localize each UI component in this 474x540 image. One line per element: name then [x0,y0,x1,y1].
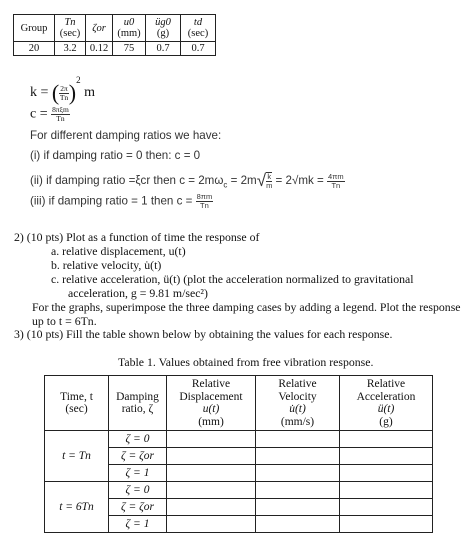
zeta-cell: ζ = 0 [109,482,167,499]
displacement-input-cell[interactable] [167,465,256,482]
zeta-cell: ζ = ζor [109,448,167,465]
c-fraction: $\frac{\text{8πξm}}{Tn}$ [52,105,69,123]
zeta-cell: ζ = ζor [109,499,167,516]
k-lhs: k = [30,85,49,101]
col-displacement-header: Relative Displacement u(t) (mm) [167,376,256,431]
velocity-input-cell[interactable] [256,499,340,516]
header-u0: u0 (mm) [113,15,146,42]
header-zeta-or: ζor [86,15,113,42]
acceleration-input-cell[interactable] [340,499,433,516]
header-td: td (sec) [181,15,216,42]
value-td: 0.7 [181,42,216,56]
case-ii-fraction: $\frac{4\pi m}{Tn}$ [328,171,344,190]
acceleration-input-cell[interactable] [340,516,433,533]
k-tail: m [84,85,95,101]
question-2-item-a: a. relative displacement, u(t) [51,244,186,258]
parameters-table [13,14,216,56]
zeta-cell: ζ = 1 [109,465,167,482]
zeta-cell: ζ = 1 [109,516,167,533]
value-zeta-or: 0.12 [86,42,113,56]
col-damping-header: Damping ratio, ζ [109,376,167,431]
acceleration-input-cell[interactable] [340,465,433,482]
table-1-caption: Table 1. Values obtained from free vibration response. [118,355,374,369]
value-group: 20 [14,42,55,56]
time-cell-tn: t = Tn [45,431,109,482]
velocity-input-cell[interactable] [256,516,340,533]
question-2-item-b: b. relative velocity, u̇(t) [51,258,162,272]
velocity-input-cell[interactable] [256,448,340,465]
case-iii-fraction: $\frac{8\pi m}{Tn}$ [196,192,213,210]
value-u0: 75 [113,42,146,56]
k-formula: k = ( $\frac{2\pi}{Tn}$ )$^2$ m [30,74,95,105]
question-2-note-1: For the graphs, superimpose the three damping cases by adding a legend. Plot the response [32,300,461,314]
header-ug0: üg0 (g) [146,15,181,42]
question-2-note-2: up to t = 6Tn. [32,314,97,328]
displacement-input-cell[interactable] [167,431,256,448]
c-lhs: c = [30,106,48,122]
c-formula [30,106,70,123]
col-velocity-header: Relative Velocity u̇(t) (mm/s) [256,376,340,431]
velocity-input-cell[interactable] [256,465,340,482]
header-group: Group [14,15,55,42]
value-tn: 3.2 [55,42,86,56]
header-tn: Tn (sec) [55,15,86,42]
value-ug0: 0.7 [146,42,181,56]
displacement-input-cell[interactable] [167,499,256,516]
acceleration-input-cell[interactable] [340,448,433,465]
acceleration-input-cell[interactable] [340,431,433,448]
question-2-stem: 2) (10 pts) Plot as a function of time the response of [14,230,260,244]
col-acceleration-header: Relative Acceleration ü(t) (g) [340,376,433,431]
velocity-input-cell[interactable] [256,431,340,448]
case-ii: (ii) if damping ratio =ξcr then $c = 2m\omega_c = 2m√$ $\frac{k}{m}$ = 2√mk = $\frac{4\pi m}{Tn}$ [30,171,344,190]
question-3-stem: 3) (10 pts) Fill the table shown below by obtaining the values for each response. [14,327,393,341]
zeta-cell: ζ = 0 [109,431,167,448]
damping-intro: For different damping ratios we have: [30,129,222,142]
question-2-item-c-cont: acceleration, g = 9.81 m/sec²) [68,286,208,300]
k-fraction: $\frac{2\pi}{Tn}$ [59,83,69,102]
question-2-item-c: c. relative acceleration, ü(t) (plot the acceleration normalized to gravitational [51,272,414,286]
case-iii: (iii) if damping ratio = 1 then c = $\frac{8\pi m}{Tn}$ [30,192,213,210]
col-time-header: Time, t (sec) [45,376,109,431]
time-cell-6tn: t = 6Tn [45,482,109,533]
acceleration-input-cell[interactable] [340,482,433,499]
velocity-input-cell[interactable] [256,482,340,499]
displacement-input-cell[interactable] [167,516,256,533]
displacement-input-cell[interactable] [167,482,256,499]
displacement-input-cell[interactable] [167,448,256,465]
case-i: (i) if damping ratio = 0 then: c = 0 [30,149,201,162]
results-table [44,375,433,533]
